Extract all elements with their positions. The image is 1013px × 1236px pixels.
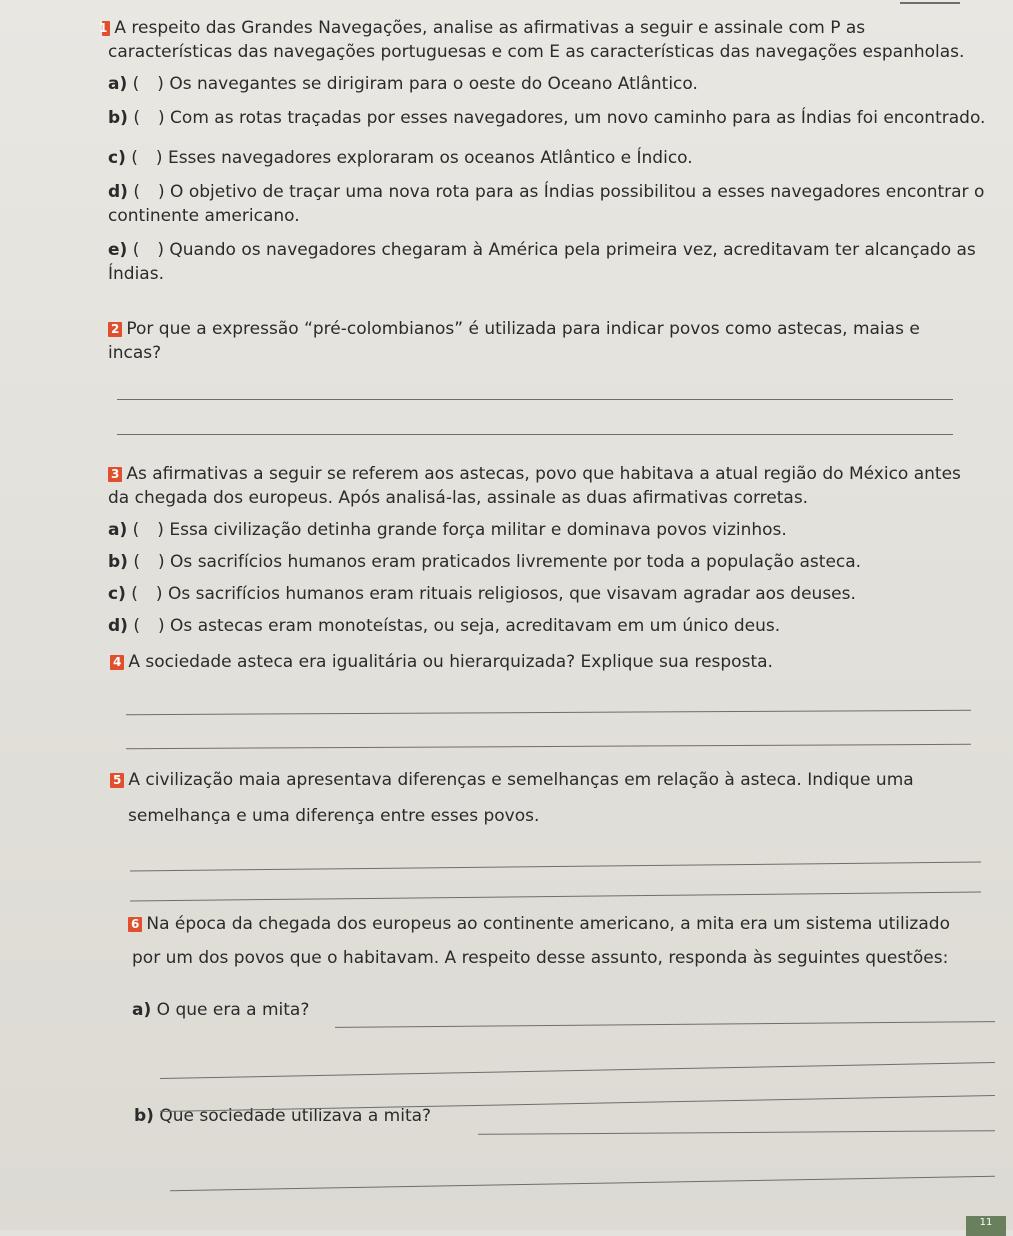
question-4 — [110, 650, 970, 674]
question-2-text: Por que a expressão “pré-colombianos” é utilizada para indicar povos como astecas, maias e incas? — [108, 319, 920, 363]
question-2-number: 2 — [108, 322, 122, 337]
question-3-text: As afirmativas a seguir se referem aos astecas, povo que habitava a atual região do México antes da chegada dos europeus. Após analisá-las, assinale as duas afirmativas corretas. — [108, 464, 961, 508]
question-1 — [99, 16, 988, 286]
question-4-text: A sociedade asteca era igualitária ou hierarquizada? Explique sua resposta. — [128, 652, 773, 672]
question-3-prompt — [108, 462, 968, 510]
q3-option-a: a) ( ) Essa civilização detinha grande força militar e dominava povos vizinhos. — [108, 520, 787, 540]
page-number: 11 — [966, 1216, 1006, 1236]
question-6-text-line2: por um dos povos que o habitavam. A respeito desse assunto, responda às seguintes questões: — [132, 948, 949, 968]
q6-part-a: a) O que era a mita? — [132, 1000, 310, 1020]
q1-option-b: b) ( ) Com as rotas traçadas por esses navegadores, um novo caminho para as Índias foi encontrado. — [108, 108, 986, 128]
question-5-prompt — [110, 768, 990, 792]
q1-option-a: a) ( ) Os navegantes se dirigiram para o oeste do Oceano Atlântico. — [108, 74, 698, 94]
question-1-number: 1 — [102, 21, 110, 36]
answer-line[interactable] — [130, 892, 981, 902]
question-6-prompt — [128, 912, 998, 936]
q3-option-b: b) ( ) Os sacrifícios humanos eram praticados livremente por toda a população asteca. — [108, 552, 862, 572]
question-5 — [110, 768, 990, 828]
answer-line[interactable] — [478, 1130, 995, 1135]
question-3-number: 3 — [108, 467, 122, 482]
q6-part-b: b) Que sociedade utilizava a mita? — [134, 1106, 432, 1126]
question-6-text-line1: Na época da chegada dos europeus ao continente americano, a mita era um sistema utilizado — [146, 914, 950, 934]
answer-line[interactable] — [126, 710, 971, 715]
question-4-number: 4 — [110, 655, 124, 670]
question-3 — [108, 462, 968, 638]
question-6-number: 6 — [128, 917, 142, 932]
answer-line[interactable] — [126, 744, 971, 749]
question-5-number: 5 — [110, 773, 124, 788]
question-6 — [128, 912, 998, 1128]
question-2 — [108, 317, 958, 365]
top-edge-mark — [900, 2, 960, 4]
q1-option-d: d) ( ) O objetivo de traçar uma nova rota para as Índias possibilitou a esses navegadores encontrar o continente americano. — [108, 182, 985, 226]
question-1-text: A respeito das Grandes Navegações, analise as afirmativas a seguir e assinale com P as características das navegações portuguesas e com E as características das navegações espanholas. — [108, 18, 965, 62]
q3-option-d: d) ( ) Os astecas eram monoteístas, ou seja, acreditavam em um único deus. — [108, 616, 781, 636]
q1-option-e: e) ( ) Quando os navegadores chegaram à América pela primeira vez, acreditavam ter alcançado as Índias. — [108, 240, 976, 284]
answer-line[interactable] — [130, 862, 981, 872]
question-5-text-line1: A civilização maia apresentava diferenças e semelhanças em relação à asteca. Indique uma — [128, 770, 914, 790]
question-5-text-line2: semelhança e uma diferença entre esses povos. — [128, 806, 540, 826]
answer-line[interactable] — [117, 434, 953, 435]
answer-line[interactable] — [170, 1176, 995, 1191]
answer-line[interactable] — [117, 399, 953, 400]
q1-option-c: c) ( ) Esses navegadores exploraram os oceanos Atlântico e Índico. — [108, 148, 693, 168]
q3-option-c: c) ( ) Os sacrifícios humanos eram rituais religiosos, que visavam agradar aos deuses. — [108, 584, 856, 604]
question-1-prompt — [99, 16, 988, 64]
